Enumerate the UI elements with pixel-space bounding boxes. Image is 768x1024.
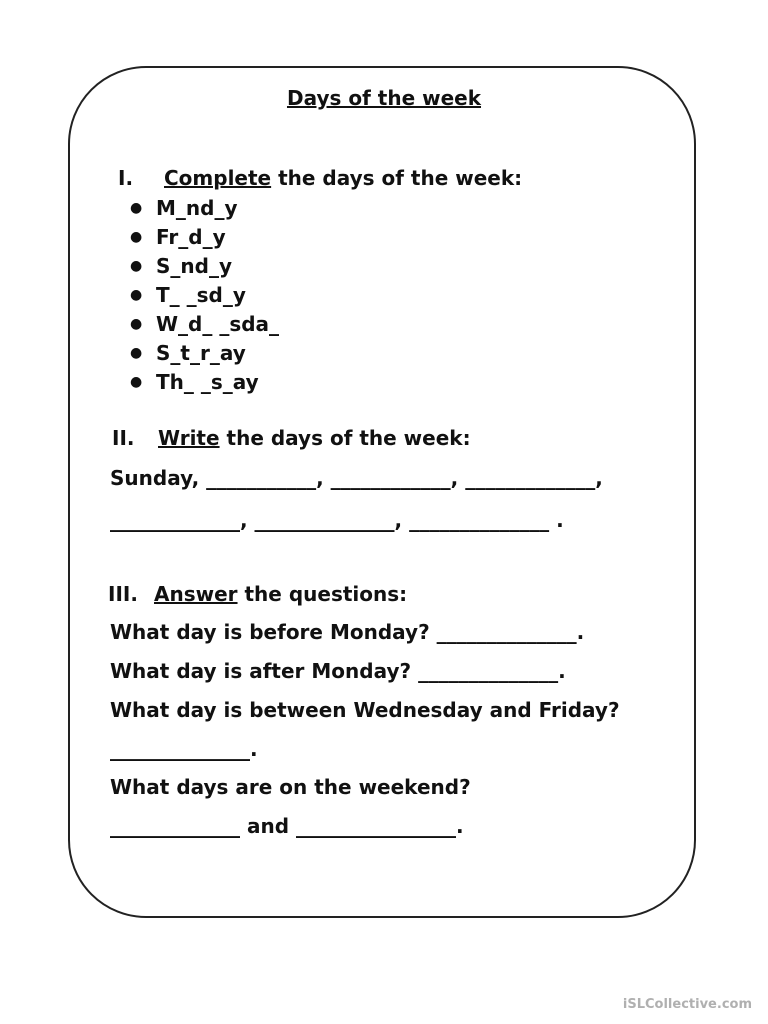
- question-3: What day is between Wednesday and Friday?: [110, 698, 620, 722]
- site-watermark: iSLCollective.com: [622, 997, 752, 1012]
- list-item-text: S_nd_y: [156, 254, 232, 278]
- section-1-number: I.: [118, 166, 134, 190]
- bullet-icon: ●: [130, 316, 143, 332]
- list-item: [130, 339, 279, 368]
- section-2-rest: the days of the week:: [219, 426, 471, 450]
- section-1-rest: the days of the week:: [271, 166, 523, 190]
- list-item: [130, 223, 279, 252]
- bullet-icon: ●: [130, 200, 143, 216]
- list-item: [130, 368, 279, 397]
- bullet-icon: ●: [130, 374, 143, 390]
- section-2-heading: [112, 426, 471, 450]
- section-3-number: III.: [108, 582, 138, 606]
- list-item: [130, 194, 279, 223]
- bullet-icon: ●: [130, 345, 143, 361]
- write-days-line-2: _____________, ______________, ______________ .: [110, 508, 564, 532]
- list-item-text: W_d_ _sda_: [156, 312, 280, 336]
- section-3-rest: the questions:: [237, 582, 408, 606]
- question-4: What days are on the weekend?: [110, 775, 471, 799]
- question-1: What day is before Monday? ______________.: [110, 620, 585, 644]
- section-1-heading: [118, 166, 522, 190]
- section-2-number: II.: [112, 426, 135, 450]
- list-item-text: Th_ _s_ay: [156, 370, 259, 394]
- day-completion-list: [130, 194, 279, 397]
- list-item: [130, 310, 279, 339]
- list-item: [130, 281, 279, 310]
- worksheet-title: Days of the week: [286, 86, 482, 110]
- list-item-text: Fr_d_y: [156, 225, 226, 249]
- section-2-verb: Write: [158, 426, 220, 450]
- section-1-verb: Complete: [164, 166, 272, 190]
- list-item: [130, 252, 279, 281]
- section-3-verb: Answer: [154, 582, 238, 606]
- bullet-icon: ●: [130, 229, 143, 245]
- list-item-text: M_nd_y: [156, 196, 238, 220]
- list-item-text: S_t_r_ay: [156, 341, 246, 365]
- question-2: What day is after Monday? ______________.: [110, 659, 566, 683]
- bullet-icon: ●: [130, 258, 143, 274]
- question-3-answer-line: ______________.: [110, 737, 258, 761]
- bullet-icon: ●: [130, 287, 143, 303]
- section-3-heading: [108, 582, 407, 606]
- question-4-answer-line: _____________ and ________________.: [110, 814, 464, 838]
- list-item-text: T_ _sd_y: [156, 283, 246, 307]
- write-days-line-1: Sunday, ___________, ____________, _____________,: [110, 466, 603, 490]
